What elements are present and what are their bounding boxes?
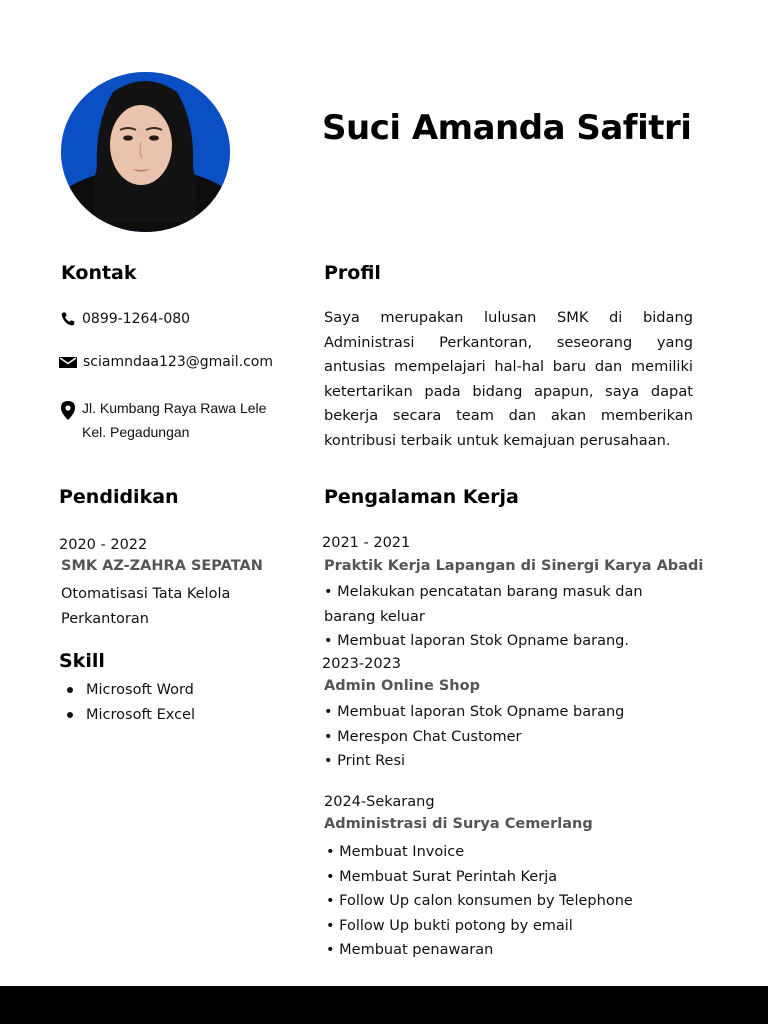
skill-list <box>59 678 195 727</box>
contact-address <box>60 396 266 444</box>
experience-years: 2023-2023 <box>322 656 402 672</box>
experience-title: Administrasi di Surya Cemerlang <box>324 816 593 832</box>
phone-icon <box>60 311 76 327</box>
profil-paragraph: Saya merupakan lulusan SMK di bidang Administrasi Perkantoran, seseorang yang antusias mempelajari hal-hal baru dan memiliki ketertarikan pada bidang apapun, saya dapat bekerja secara team dan akan memberikan kontribusi terbaik untuk kemajuan perusahaan. <box>324 309 693 449</box>
profile-photo <box>61 72 230 232</box>
experience-bullet: • Membuat Surat Perintah Kerja <box>326 868 558 885</box>
education-major-line-1: Otomatisasi Tata Kelola <box>61 586 231 602</box>
experience-bullet: barang keluar <box>324 608 425 625</box>
contact-phone <box>60 311 190 327</box>
experience-bullet: • Follow Up calon konsumen by Telephone <box>326 893 633 909</box>
contact-email <box>59 354 273 370</box>
experience-years: 2021 - 2021 <box>322 535 411 551</box>
education-major <box>61 582 230 631</box>
resume-name: Suci Amanda Safitri <box>322 108 692 148</box>
phone-number: 0899-1264-080 <box>82 311 191 327</box>
location-pin-icon <box>60 401 76 417</box>
section-title-skill: Skill <box>59 650 105 672</box>
email-icon <box>59 354 77 370</box>
experience-bullets <box>324 580 643 654</box>
address-line-1: Jl. Kumbang Raya Rawa Lele <box>82 400 267 416</box>
experience-bullet: • Melakukan pencatatan barang masuk dan <box>324 584 643 600</box>
bullet-dot <box>67 712 73 718</box>
experience-title: Praktik Kerja Lapangan di Sinergi Karya Abadi <box>324 558 704 574</box>
section-title-pengalaman: Pengalaman Kerja <box>324 486 519 508</box>
experience-bullet: • Membuat Invoice <box>326 844 465 860</box>
skill-label: Microsoft Word <box>86 682 194 699</box>
experience-bullet: • Merespon Chat Customer <box>324 728 522 745</box>
experience-bullets <box>326 840 633 963</box>
experience-bullets <box>324 700 624 774</box>
education-school: SMK AZ-ZAHRA SEPATAN <box>61 558 263 574</box>
address-line-2: Kel. Pegadungan <box>82 424 190 440</box>
section-title-pendidikan: Pendidikan <box>59 486 179 508</box>
email-address: sciamndaa123@gmail.com <box>83 354 273 370</box>
skill-label: Microsoft Excel <box>86 706 196 723</box>
experience-bullet: • Membuat laporan Stok Opname barang <box>324 704 625 720</box>
section-title-kontak: Kontak <box>61 262 137 284</box>
address-text <box>82 396 266 444</box>
experience-bullet: • Membuat penawaran <box>326 942 494 958</box>
education-major-line-2: Perkantoran <box>61 610 149 627</box>
bullet-dot <box>67 687 73 693</box>
footer-bar <box>0 986 768 1024</box>
experience-bullet: • Membuat laporan Stok Opname barang. <box>324 633 629 649</box>
education-years: 2020 - 2022 <box>59 537 148 553</box>
experience-bullet: • Print Resi <box>324 753 406 769</box>
experience-years: 2024-Sekarang <box>324 794 435 810</box>
section-title-profil: Profil <box>324 262 381 284</box>
skill-item <box>59 678 195 703</box>
experience-bullet: • Follow Up bukti potong by email <box>326 917 573 934</box>
skill-item <box>59 703 195 728</box>
experience-title: Admin Online Shop <box>324 678 480 694</box>
